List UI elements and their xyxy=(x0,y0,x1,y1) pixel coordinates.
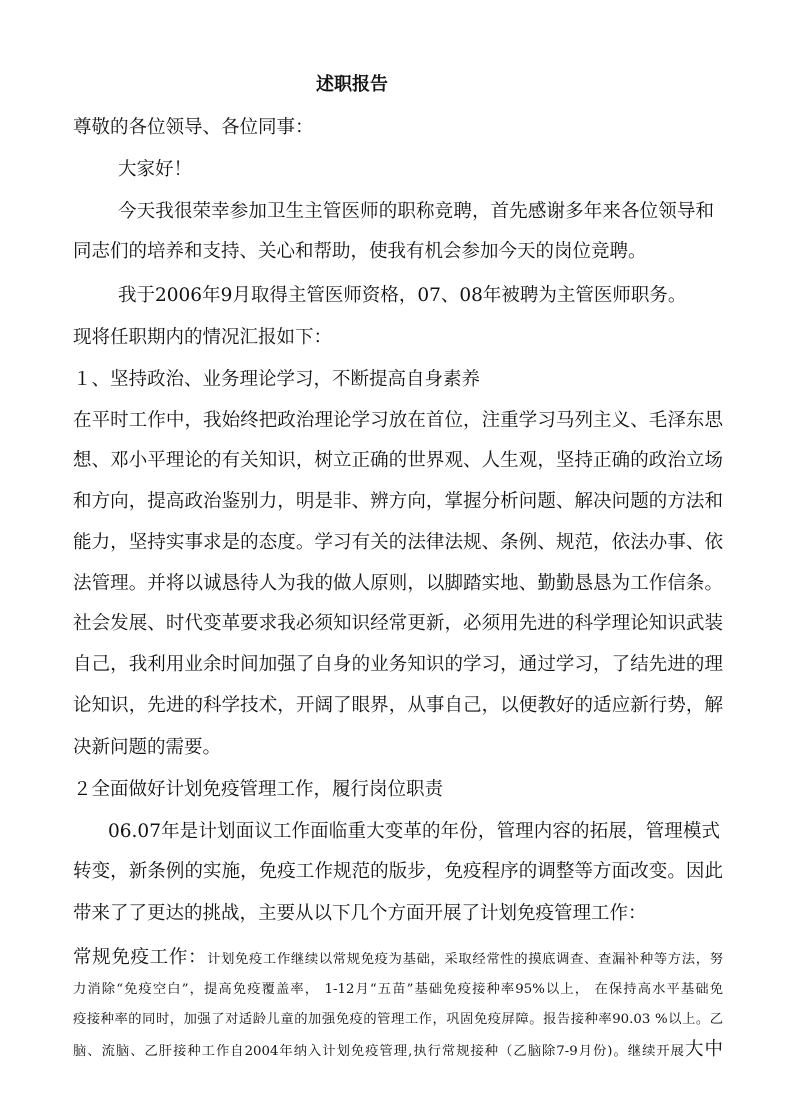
paragraph-line: 和方向，提高政治鉴别力，明是非、辨方向，掌握分析问题、解决问题的方法和 xyxy=(73,491,723,512)
small-print-section xyxy=(73,943,723,1067)
small-print-line: 疫接种率的同时，加强了对适龄儿童的加强免疫的管理工作，巩固免疫屏障。报告接种率90.03 %以上。乙 xyxy=(73,1012,723,1027)
document-title: 述职报告 xyxy=(316,74,388,95)
small-print-tail: 大中 xyxy=(684,1039,723,1060)
paragraph-line: 能力，坚持实事求是的态度。学习有关的法律法规、条例、规范，依法办事、依 xyxy=(73,532,723,553)
salutation: 尊敬的各位领导、各位同事： xyxy=(73,117,314,138)
paragraph-line: 现将任职期内的情况汇报如下： xyxy=(73,327,333,348)
small-print-text: 计划免疫工作继续以常规免疫为基础，采取经常性的摸底调查、查漏补种等方法，努 xyxy=(207,952,723,967)
small-print-line xyxy=(73,1035,723,1067)
paragraph-line: 转变，新条例的实施，免疫工作规范的版步，免疫程序的调整等方面改变。因此 xyxy=(73,861,723,882)
paragraph-line: 决新问题的需要。 xyxy=(73,737,222,758)
small-print-line: 力消除“免疫空白”，提高免疫覆盖率， 1-12月“五苗”基础免疫接种率95%以上， 在保持高水平基础免 xyxy=(73,982,723,997)
paragraph-line: 社会发展、时代变革要求我必须知识经常更新，必须用先进的科学理论知识武装 xyxy=(73,613,723,634)
paragraph-line: 自己，我利用业余时间加强了自身的业务知识的学习，通过学习，了结先进的理 xyxy=(73,654,723,675)
paragraph-line: 今天我很荣幸参加卫生主管医师的职称竞聘，首先感谢多年来各位领导和 xyxy=(118,201,714,222)
paragraph-line: 在平时工作中，我始终把政治理论学习放在首位，注重学习马列主义、毛泽东思 xyxy=(73,410,723,431)
paragraph-line: 我于2006年9月取得主管医师资格，07、08年被聘为主管医师职务。 xyxy=(118,285,687,306)
small-section-lead: 常规免疫工作： xyxy=(73,947,208,968)
paragraph-line: 06.07年是计划面议工作面临重大变革的年份，管理内容的拓展，管理模式 xyxy=(108,821,720,842)
small-print-line xyxy=(73,943,723,975)
section-heading-2: ２全面做好计划免疫管理工作，履行岗位职责 xyxy=(73,779,444,800)
greeting: 大家好！ xyxy=(118,159,193,180)
paragraph-line: 同志们的培养和支持、关心和帮助，使我有机会参加今天的岗位竞聘。 xyxy=(73,241,647,262)
paragraph-line: 想、邓小平理论的有关知识，树立正确的世界观、人生观，坚持正确的政治立场 xyxy=(73,450,723,471)
paragraph-line: 法管理。并将以诚恳待人为我的做人原则，以脚踏实地、勤勤恳恳为工作信条。 xyxy=(73,573,723,594)
section-heading-1: １、坚持政治、业务理论学习，不断提高自身素养 xyxy=(73,369,481,390)
paragraph-line: 论知识，先进的科学技术，开阔了眼界，从事自己，以便教好的适应新行势，解 xyxy=(73,695,723,716)
paragraph-line: 带来了了更达的挑战，主要从以下几个方面开展了计划免疫管理工作： xyxy=(73,903,647,924)
small-print-text: 脑、流脑、乙肝接种工作自2004年纳入计划免疫管理,执行常规接种（乙脑除7-9月份)。继续开展 xyxy=(73,1044,685,1059)
